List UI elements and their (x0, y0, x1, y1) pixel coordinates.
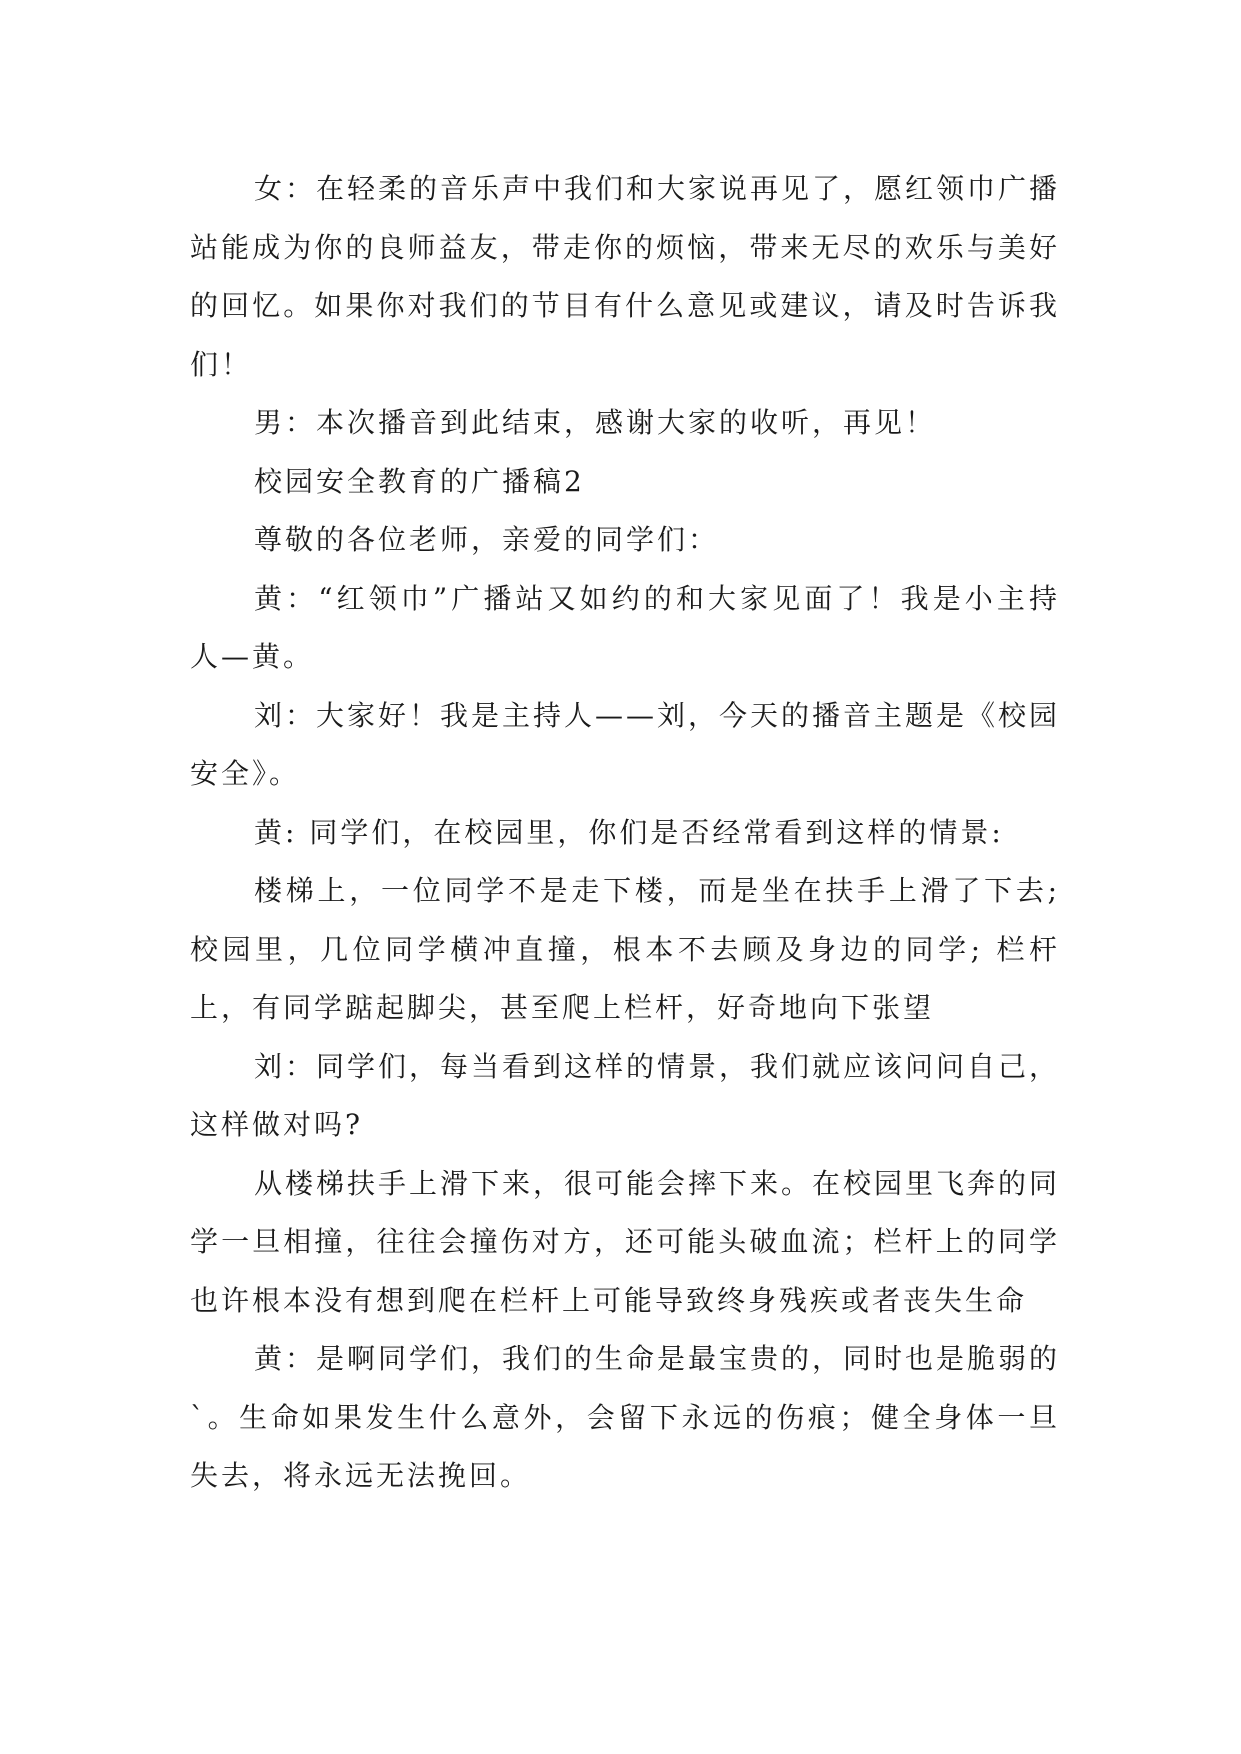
paragraph-closing-male: 男：本次播音到此结束，感谢大家的收听，再见！ (254, 406, 937, 439)
paragraph-huang-intro: 黄：“红领巾”广播站又如约的和大家见面了！我是小主持人—黄。 (190, 581, 1060, 673)
paragraph-closing-female: 女：在轻柔的音乐声中我们和大家说再见了，愿红领巾广播站能成为你的良师益友，带走你的烦恼，带来无尽的欢乐与美好的回忆。如果你对我们的节目有什么意见或建议，请及时告诉我们！ (190, 172, 1061, 381)
paragraph-huang-life: 黄：是啊同学们，我们的生命是最宝贵的，同时也是脆弱的`。生命如果发生什么意外，会留下永远的伤痕；健全身体一旦失去，将永远无法挽回。 (190, 1342, 1061, 1492)
paragraph-scenes: 楼梯上，一位同学不是走下楼，而是坐在扶手上滑了下去; 校园里，几位同学横冲直撞，根本不去顾及身边的同学; 栏杆上，有同学踮起脚尖，甚至爬上栏杆，好奇地向下张望 (190, 874, 1060, 1024)
paragraph-dangers: 从楼梯扶手上滑下来，很可能会摔下来。在校园里飞奔的同学一旦相撞，往往会撞伤对方，还可能头破血流；栏杆上的同学也许根本没有想到爬在栏杆上可能导致终身残疾或者丧失生命 (190, 1166, 1061, 1317)
paragraph-liu-question: 刘：同学们，每当看到这样的情景，我们就应该问问自己，这样做对吗? (190, 1049, 1061, 1141)
document-body (190, 160, 1060, 1506)
paragraph-huang-question: 黄: 同学们，在校园里，你们是否经常看到这样的情景: (254, 815, 1004, 849)
section-title: 校园安全教育的广播稿2 (254, 464, 585, 498)
paragraph-liu-intro: 刘：大家好！我是主持人——刘，今天的播音主题是《校园安全》。 (190, 698, 1061, 790)
paragraph-greeting: 尊敬的各位老师，亲爱的同学们： (254, 523, 720, 556)
